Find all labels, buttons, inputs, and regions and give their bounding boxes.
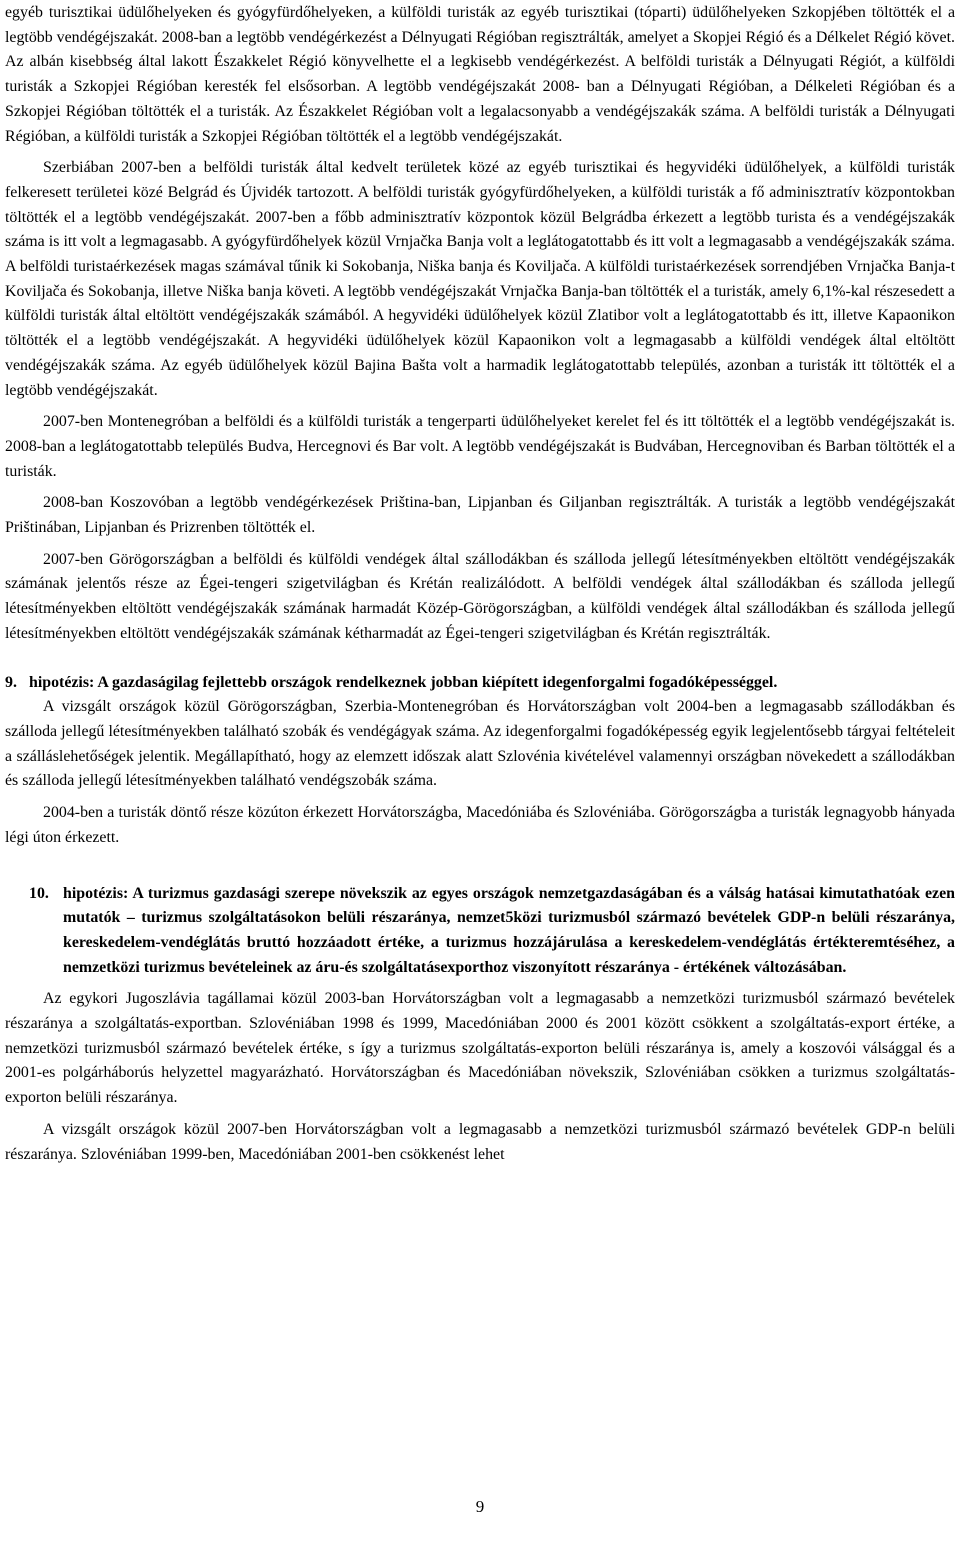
document-page: [5, 1, 955, 1167]
paragraph-capacity: A vizsgált országok közül Görögországban, Szerbia-Montenegróban és Horvátországban volt 2004-ben a legmagasabb szállodákban és szálloda jellegű létesítményekben található szobák és vendégágyak száma. Az idegenforgalmi fogadóképesség egyik legjelentősebb tárgyai feltételeit a szálláslehetőségek jelentik. Megállapítható, hogy az elemzett időszak alatt Szlovénia kivételével valamennyi országban növekedett a szállodákban és szálloda jellegű létesítményekben található vendégszobák száma.: [5, 698, 955, 790]
paragraph-macedonia: egyéb turisztikai üdülőhelyeken és gyógyfürdőhelyeken, a külföldi turisták az egyéb turisztikai (tóparti) üdülőhelyeken Szkopjében töltötték el a legtöbb vendégéjszakát. 2008-ban a legtöbb vendégérkezést a Délnyugati Régióban regisztrálták, amelyet a Skopjei Régió és a Délkelet Régió követ. Az albán kisebbség által lakott Északkelet Régió könyvelhette el a legkisebb vendégérkezést. A belföldi turisták a Délnyugati Régiót, a külföldi turisták a Szkopjei Régióban keresték fel elsősorban. A legtöbb vendégéjszakát 2008- ban a Délnyugati Régióban, a Délkeleti Régióban és a Szkopjei Régióban töltötték el a turisták. Az Északkelet Régióban volt a legalacsonyabb a vendégéjszakák száma. A belföldi turisták a Délnyugati Régióban, a külföldi turisták a Szkopjei Régióban töltötték el a legtöbb vendégéjszakát.: [5, 4, 955, 145]
hypothesis-9: [5, 671, 955, 696]
hypothesis-9-text: hipotézis: A gazdaságilag fejlettebb országok rendelkeznek jobban kiépített idegenforgalmi fogadóképességgel.: [29, 673, 778, 691]
paragraph-greece: 2007-ben Görögországban a belföldi és külföldi vendégek által szállodákban és szálloda jellegű létesítményekben eltöltött vendégéjszakák számának jelentős része az Égei-tengeri szigetvilágban és Krétán realizálódott. A belföldi vendégek által szállodákban és szálloda jellegű létesítményekben eltöltött vendégéjszakák számának harmadát Közép-Görögországban, a külföldi vendégek által szállodákban és szálloda jellegű létesítményekben eltöltött vendégéjszakák számának kétharmadát az Égei-tengeri szigetvilágban és Krétán regisztrálták.: [5, 550, 955, 642]
paragraph-montenegro: 2007-ben Montenegróban a belföldi és a külföldi turisták a tengerparti üdülőhelyeket kerelet fel és itt töltötték el a legtöbb vendégéjszakát is. 2008-ban a leglátogatottabb település Budva, Hercegnovi és Bar volt. A legtöbb vendégéjszakát is Budvában, Hercegnoviban és Barban töltötték el a turisták.: [5, 413, 955, 480]
hypothesis-10-text: hipotézis: A turizmus gazdasági szerepe növekszik az egyes országok nemzetgazdaságában és a válság hatásai kimutathatóak ezen mutatók – turizmus szolgáltatásokon belüli részaránya, nemzet5közi turizmusból származó bevételek GDP-n belüli részaránya, kereskedelem-vendéglátás bruttó hozzáadott értéke, a turizmus hozzájárulása a kereskedelem-vendéglátás értékteremtéséhez, a nemzetközi turizmus bevételeinek az áru-és szolgáltatásexporthoz viszonyított részaránya - értékének változásában.: [63, 884, 955, 976]
hypothesis-10: [5, 882, 955, 981]
hypothesis-9-number: 9.: [5, 673, 17, 691]
paragraph-yugoslavia: Az egykori Jugoszlávia tagállamai közül 2003-ban Horvátországban volt a legmagasabb a nemzetközi turizmusból származó bevételek részaránya a szolgáltatás-exportban. Szlovéniában 1998 és 1999, Macedóniában 2000 és 2001 között csökkent a szolgáltatás-export értéke, a nemzetközi turizmusból származó bevételek értéke, s így a turizmus szolgáltatás-exporton belüli részaránya is, amely a koszovói válsággal és a 2001-es polgárháborús helyzettel magyarázható. Horvátországban és Macedóniában növekszik, Szlovéniában csökken a turizmus szolgáltatás-exporton belüli részaránya.: [5, 990, 955, 1107]
paragraph-serbia: Szerbiában 2007-ben a belföldi turisták által kedvelt területek közé az egyéb turisztikai és hegyvidéki üdülőhelyek, a külföldi turisták felkeresett területei közé Belgrád és Újvidék tartozott. A belföldi turisták gyógyfürdőhelyeken, a külföldi turisták a fő adminisztratív központokban töltötték el a legtöbb vendégéjszakát. 2007-ben a főbb adminisztratív központok közül Belgrádba érkezett a legtöbb turista és a vendégéjszakák száma is itt volt a legmagasabb. A gyógyfürdőhelyek közül Vrnjačka Banja volt a leglátogatottabb és itt volt a legmagasabb a vendégéjszakák száma. A belföldi turistaérkezések magas számával tűnik ki Sokobanja, Niška banja és Koviljača. A külföldi turistaérkezések sorrendjében Vrnjačka Banja-t Koviljača és Sokobanja, illetve Niška banja követi. A legtöbb vendégéjszakát Vrnjačka Banja-ban töltötték el a turisták, amely 6,1%-kal részesedett a külföldi turisták által eltöltött vendégéjszakák számából. A hegyvidéki üdülőhelyek közül Zlatibor volt a leglátogatottabb és itt, illetve Kapaonikon töltötték el a legtöbb vendégéjszakát. A hegyvidéki üdülőhelyek közül Kapaonikon volt a legmagasabb a külföldi vendégek által eltöltött vendégéjszakák száma. Az egyéb üdülőhelyek közül Bajina Bašta volt a harmadik leglátogatottabb település, azonban a turisták itt töltötték el a legtöbb vendégéjszakát.: [5, 159, 955, 399]
paragraph-arrivals: 2004-ben a turisták döntő része közúton érkezett Horvátországba, Macedóniába és Szlovéniába. Görögországba a turisták legnagyobb hányada légi úton érkezett.: [5, 804, 955, 846]
hypothesis-10-number: 10.: [29, 884, 49, 902]
paragraph-kosovo: 2008-ban Koszovóban a legtöbb vendégérkezések Priština-ban, Lipjanban és Giljanban regisztrálták. A turisták a legtöbb vendégéjszakát Prištinában, Lipjanban és Prizrenben töltötték el.: [5, 494, 955, 537]
paragraph-gdp-share: A vizsgált országok közül 2007-ben Horvátországban volt a legmagasabb a nemzetközi turizmusból származó bevételek GDP-n belüli részaránya. Szlovéniában 1999-ben, Macedóniában 2001-ben csökkenést lehet: [5, 1120, 955, 1163]
page-number: 9: [475, 1497, 485, 1516]
